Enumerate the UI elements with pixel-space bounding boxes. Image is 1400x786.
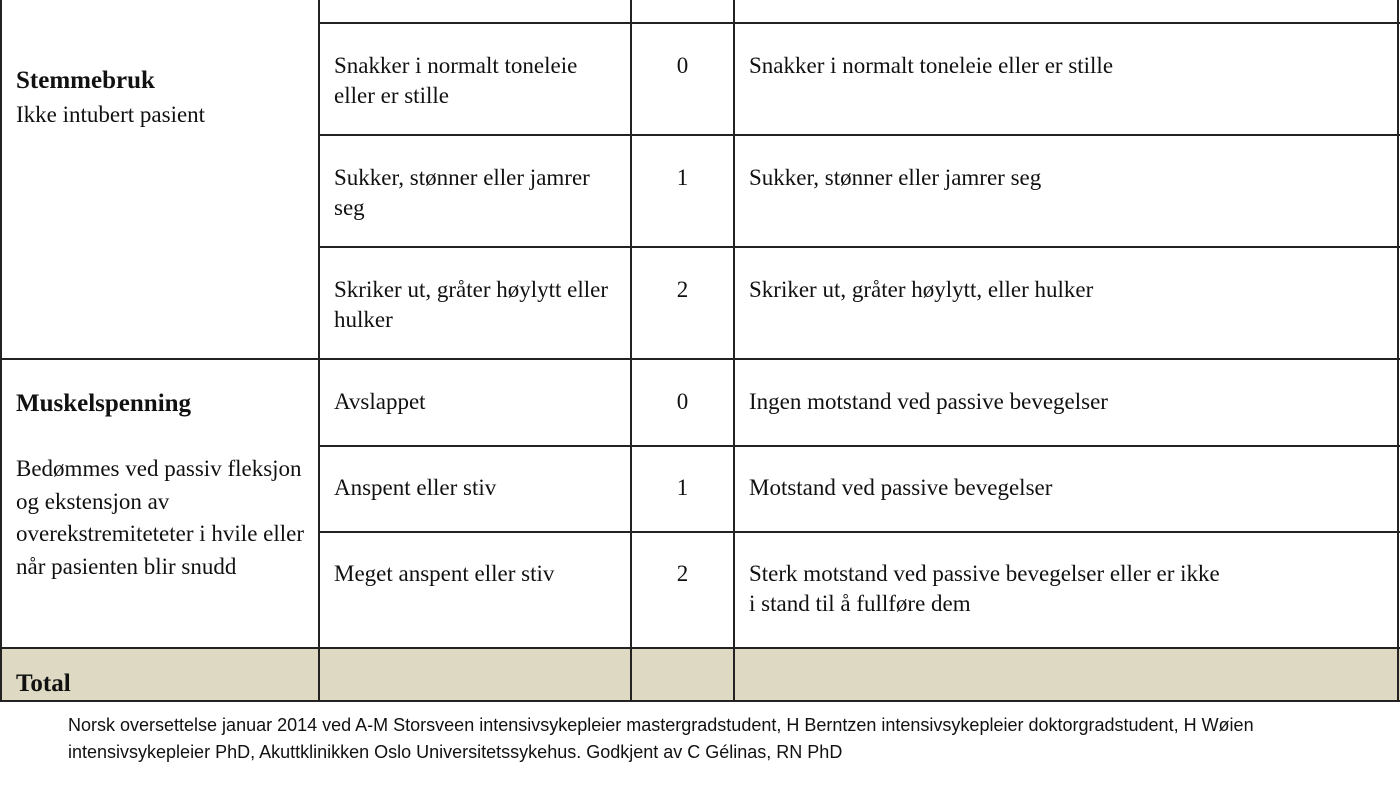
score-cell: 2	[676, 561, 689, 586]
table-bottom-border	[0, 700, 1400, 702]
section-title: Stemmebruk	[16, 67, 155, 94]
section-subtitle: Bedømmes ved passiv fleksjon og ekstensjon av overekstremiteteter i hvile eller når pasienten blir snudd	[16, 456, 305, 579]
total-label: Total	[16, 670, 71, 697]
column-divider	[1397, 0, 1399, 702]
translation-footnote: Norsk oversettelse januar 2014 ved A-M Storsveen intensivsykepleier mastergradstudent, H Berntzen intensivsykepleier doktorgradstudent, H Wøien intensivsykepleier PhD, Akuttklinikken Oslo Universitetssykehus. Godkjent av C Gélinas, RN PhD	[68, 715, 1254, 762]
score-cell: 1	[676, 475, 689, 500]
score-cell: 0	[676, 389, 689, 414]
indicator-cell: Sukker, stønner eller jamrer seg	[334, 165, 590, 220]
description-cell: Sterk motstand ved passive bevegelser eller er ikke i stand til å fullføre dem	[749, 561, 1220, 616]
indicator-cell: Skriker ut, gråter høylytt eller hulker	[334, 277, 609, 332]
column-divider	[733, 0, 735, 702]
description-cell: Ingen motstand ved passive bevegelser	[749, 389, 1108, 414]
indicator-cell: Snakker i normalt toneleie eller er stille	[334, 53, 578, 108]
section-divider	[0, 647, 1400, 649]
indicator-cell: Avslappet	[334, 389, 426, 414]
indicator-cell: Anspent eller stiv	[334, 475, 497, 500]
score-cell: 1	[676, 165, 689, 190]
section-divider	[0, 358, 1400, 360]
column-divider	[318, 0, 320, 702]
row-divider	[318, 134, 1400, 136]
row-divider	[318, 246, 1400, 248]
row-divider	[318, 22, 1400, 24]
column-divider	[630, 0, 632, 702]
section-title: Muskelspenning	[16, 390, 192, 417]
column-divider	[0, 0, 2, 702]
description-cell: Snakker i normalt toneleie eller er stille	[749, 53, 1114, 78]
description-cell: Sukker, stønner eller jamrer seg	[749, 165, 1042, 190]
score-cell: 0	[676, 53, 689, 78]
row-divider	[318, 445, 1400, 447]
section-subtitle: Ikke intubert pasient	[16, 102, 206, 127]
description-cell: Motstand ved passive bevegelser	[749, 475, 1053, 500]
row-divider	[318, 531, 1400, 533]
indicator-cell: Meget anspent eller stiv	[334, 561, 555, 586]
description-cell: Skriker ut, gråter høylytt, eller hulker	[749, 277, 1094, 302]
score-cell: 2	[676, 277, 689, 302]
